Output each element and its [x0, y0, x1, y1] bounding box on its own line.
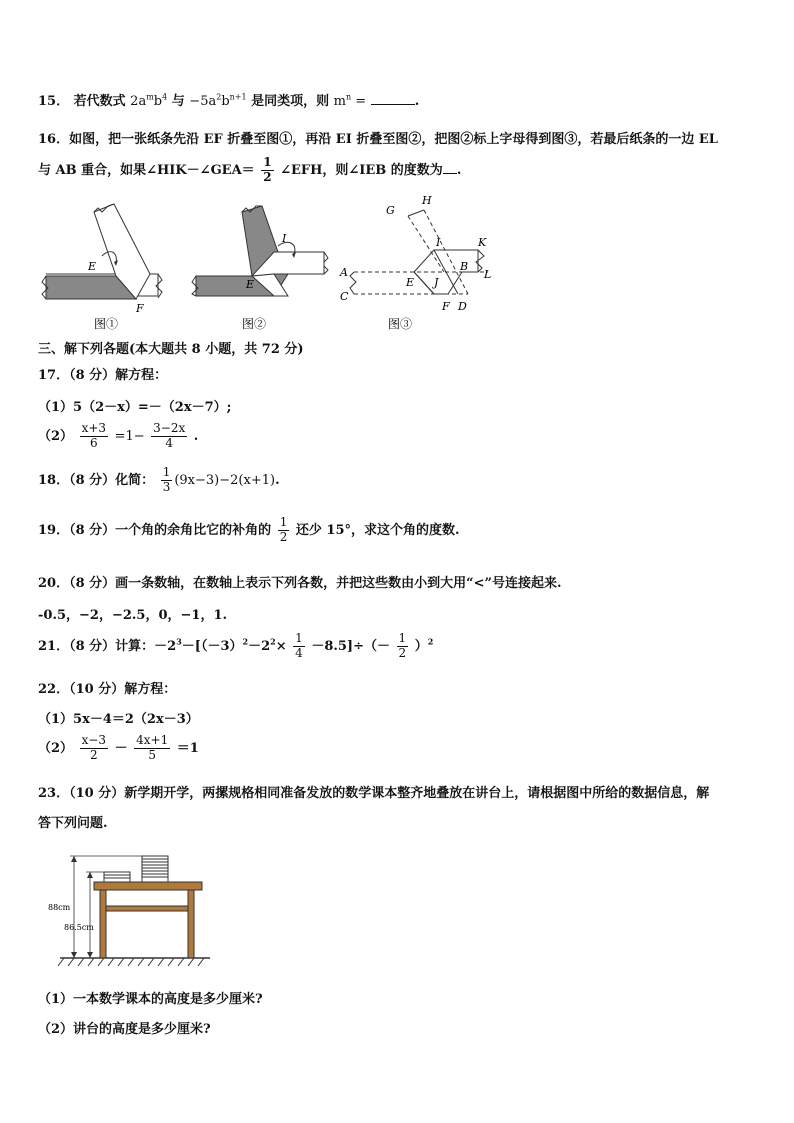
question-23-line1: 23．（10 分）新学期开学，两摞规格相同准备发放的数学课本整齐地叠放在讲台上，请根据图中所给的数据信息，解 — [38, 786, 710, 801]
fig2-label-I: I — [282, 232, 287, 245]
question-22-part1: （1）5x－4＝2（2x－3） — [38, 712, 199, 727]
figure-1 — [42, 204, 162, 331]
fig1-caption: 图① — [94, 317, 119, 331]
fig2-label-E: E — [246, 278, 255, 291]
q15-text1: 若代数式 — [73, 94, 126, 109]
question-16-line1: 16．如图，把一张纸条先沿 EF 折叠至图①，再沿 EI 折叠至图②，把图②标上字母得到图③，若最后纸条的一边 EL — [38, 132, 718, 147]
fig3-label-F: F — [442, 300, 450, 313]
question-20-head: 20．（8 分）画一条数轴，在数轴上表示下列各数，并把这些数由小到大用“<”号连接起来. — [38, 576, 562, 591]
fig1-label-F: F — [136, 302, 144, 315]
fig3-label-K: K — [478, 236, 487, 249]
question-22-head: 22．（10 分）解方程： — [38, 682, 177, 697]
question-22-part2: （2） $\frac{x-3}{2}$ － $\frac{4x+1}{5}$ ＝1 — [38, 733, 199, 762]
question-17-part1: （1）5（2－x）=－（2x－7）; — [38, 400, 232, 415]
question-23-sub2: （2）讲台的高度是多少厘米? — [38, 1022, 211, 1037]
q15-text3: 是同类项，则 — [251, 94, 330, 109]
q16-answer-blank[interactable] — [443, 161, 457, 174]
fig2-caption: 图② — [242, 317, 267, 331]
fig3-label-H: H — [422, 196, 432, 207]
question-23-line2: 答下列问题. — [38, 816, 108, 831]
q23-table-figure — [38, 848, 218, 972]
label-88cm: 88cm — [48, 903, 71, 912]
question-17-head: 17．（8 分）解方程： — [38, 368, 168, 383]
question-23-sub1: （1）一本数学课本的高度是多少厘米? — [38, 992, 263, 1007]
q15-expr2: $-5a^2b^{n+1}$ — [189, 92, 247, 109]
q15-expr3: $m^n$ = — [333, 92, 367, 109]
question-19: 19．（8 分）一个角的余角比它的补角的 $\frac{1}{2}$ 还少 15°，求这个角的度数. — [38, 515, 460, 544]
question-15: 15． 若代数式 $2a^mb^4$ 与 $-5a^2b^{n+1}$ 是同类项，则 $m^n$ = . — [38, 92, 420, 109]
fig3-label-J: J — [434, 276, 439, 289]
fig3-label-I: I — [436, 236, 441, 249]
q15-answer-blank[interactable] — [371, 92, 415, 105]
question-20-numbers: -0.5，−2，−2.5，0，−1，1. — [38, 608, 228, 623]
q16-fraction: $\frac{1}{2}$ — [263, 155, 272, 184]
fig1-label-E: E — [88, 260, 97, 273]
q15-expr1: $2a^mb^4$ — [130, 92, 168, 109]
figure-3 — [339, 196, 491, 331]
question-17-part2: （2） $\frac{x+3}{6}$ =1− $\frac{3-2x}{4}$ . — [38, 421, 199, 450]
fig3-label-B: B — [460, 260, 469, 273]
label-86-5cm: 86.5cm — [64, 923, 94, 932]
fig3-label-C: C — [340, 290, 349, 303]
fig3-caption: 图③ — [388, 317, 413, 331]
fig3-label-E: E — [406, 276, 415, 289]
fig3-label-L: L — [484, 268, 492, 281]
question-16-line2: 与 AB 重合，如果∠HIK－∠GEA＝ $\frac{1}{2}$ ∠EFH，则∠IEB 的度数为 . — [38, 155, 462, 184]
q16-figures — [38, 196, 518, 336]
question-18: 18．（8 分）化简： $\frac{1}{3}$ (9x−3)−2(x+1). — [38, 465, 280, 494]
question-21: 21．（8 分）计算：$-2^3-[(-3)^2-2^2\times$ $\frac{1}{4}$ －8.5]÷（－ $\frac{1}{2}$ ）$^2$ — [38, 631, 434, 660]
fig3-label-A: A — [340, 266, 348, 279]
q15-text2: 与 — [171, 94, 185, 109]
figure-2 — [192, 206, 328, 331]
fig3-label-D: D — [458, 300, 467, 313]
q15-number: 15． — [38, 94, 70, 109]
section-3-heading: 三、解下列各题(本大题共 8 小题，共 72 分) — [38, 342, 304, 357]
fig3-label-G: G — [386, 204, 395, 217]
